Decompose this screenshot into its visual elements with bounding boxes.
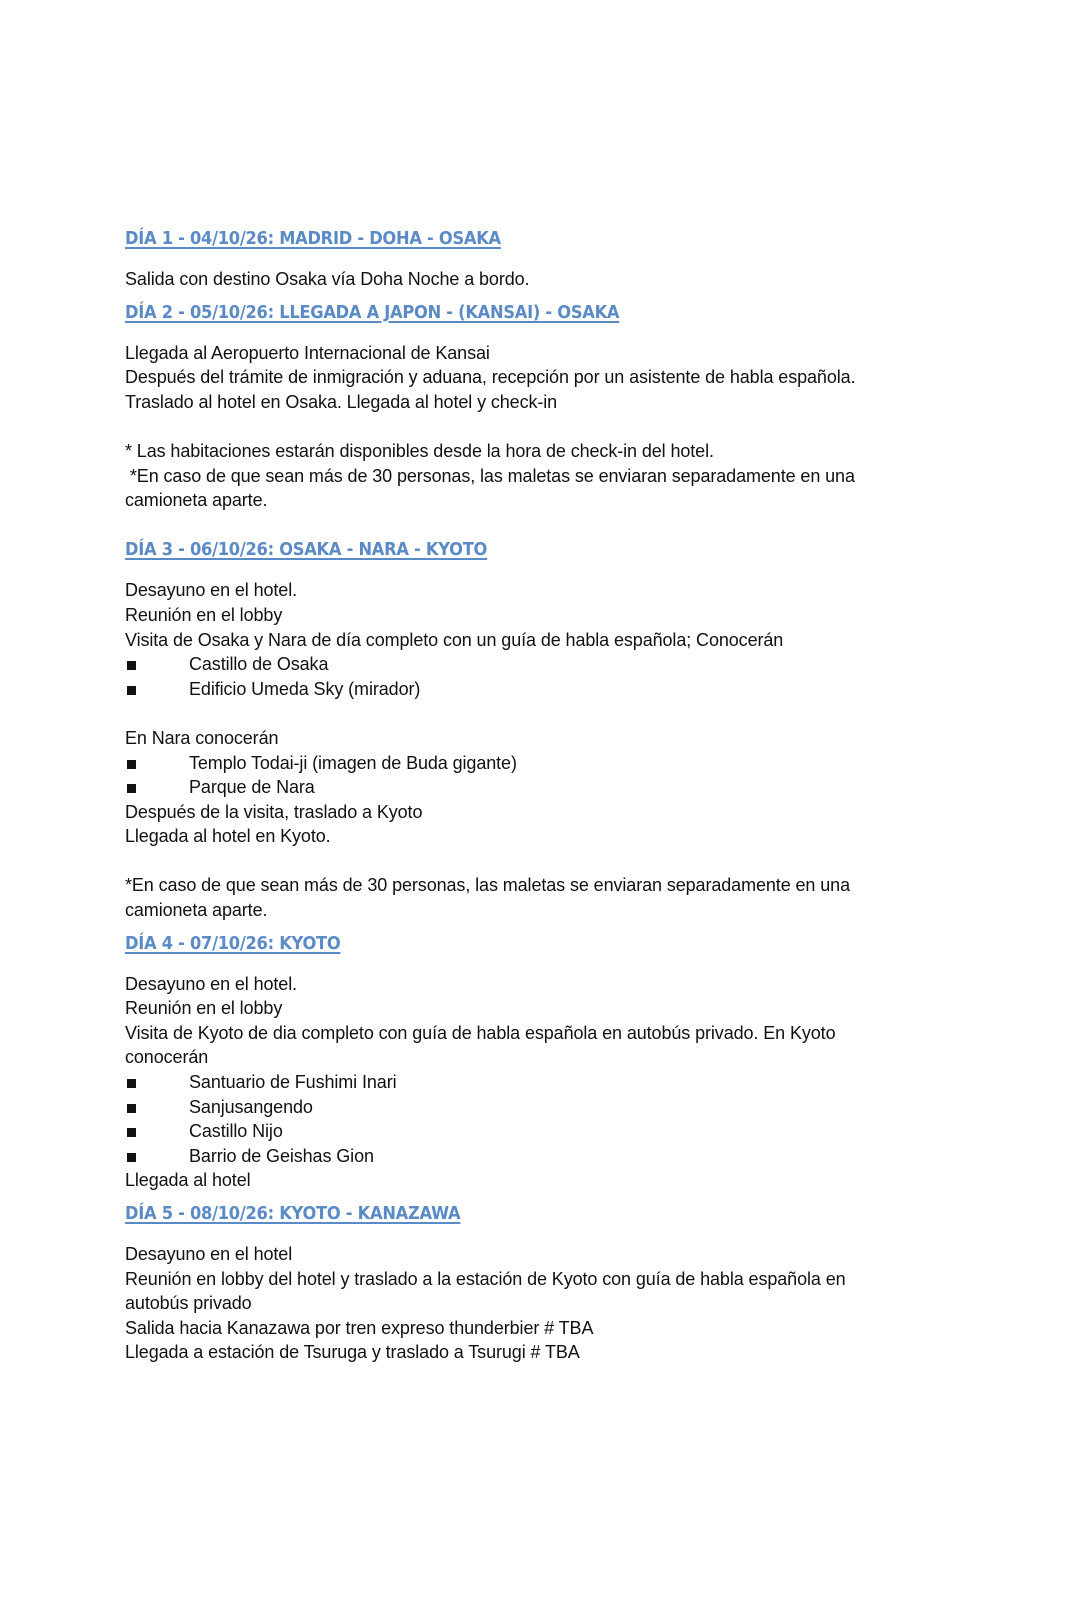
day-4-line: Desayuno en el hotel.: [125, 973, 298, 994]
day-3-line: Llegada al hotel en Kyoto.: [125, 826, 331, 847]
day-3-note: camioneta aparte.: [125, 900, 268, 921]
list-item: [125, 775, 945, 800]
day-5-line: Salida hacia Kanazawa por tren expreso thunderbier # TBA: [125, 1317, 594, 1338]
square-bullet-icon: [125, 1070, 189, 1095]
square-bullet-icon: [125, 677, 189, 702]
list-item: [125, 1095, 945, 1120]
day-3-line: Desayuno en el hotel.: [125, 580, 298, 601]
day-2-heading: DÍA 2 - 05/10/26: LLEGADA A JAPON - (KANSAI) - OSAKA: [125, 302, 620, 323]
day-5-line: Llegada a estación de Tsuruga y traslado a Tsurugi # TBA: [125, 1342, 580, 1363]
square-bullet-icon: [125, 1144, 189, 1169]
day-4-heading: DÍA 4 - 07/10/26: KYOTO: [125, 933, 341, 954]
list-item-label: Barrio de Geishas Gion: [189, 1145, 374, 1166]
day-5-line: Desayuno en el hotel: [125, 1244, 293, 1264]
day-5-heading: DÍA 5 - 08/10/26: KYOTO - KANAZAWA: [125, 1204, 461, 1224]
list-item-label: Santuario de Fushimi Inari: [189, 1072, 397, 1093]
list-item: [125, 1144, 945, 1169]
day-2-note: *En caso de que sean más de 30 personas, las maletas se enviaran separadamente en una: [125, 465, 855, 486]
square-bullet-icon: [125, 1119, 189, 1144]
square-bullet-icon: [125, 751, 189, 776]
day-1-heading: DÍA 1 - 04/10/26: MADRID - DOHA - OSAKA: [125, 229, 501, 249]
square-bullet-icon: [125, 1095, 189, 1120]
day-3-line: Visita de Osaka y Nara de día completo con un guía de habla española; Conocerán: [125, 629, 784, 650]
list-item: [125, 751, 945, 776]
day-3-note: *En caso de que sean más de 30 personas, las maletas se enviaran separadamente en una: [125, 875, 850, 896]
square-bullet-icon: [125, 652, 189, 677]
day-4-line: Visita de Kyoto de dia completo con guía de habla española en autobús privado. En Kyoto: [125, 1022, 836, 1043]
list-item-label: Parque de Nara: [189, 777, 315, 798]
day-3-heading: DÍA 3 - 06/10/26: OSAKA - NARA - KYOTO: [125, 540, 488, 561]
day-5-line: Reunión en lobby del hotel y traslado a la estación de Kyoto con guía de habla española en: [125, 1268, 846, 1289]
day-2-note: * Las habitaciones estarán disponibles desde la hora de check-in del hotel.: [125, 440, 714, 461]
day-4-line: Llegada al hotel: [125, 1170, 251, 1191]
list-item: [125, 677, 945, 702]
list-item: [125, 1070, 945, 1095]
list-item-label: Castillo de Osaka: [189, 654, 329, 675]
square-bullet-icon: [125, 775, 189, 800]
list-item-label: Edificio Umeda Sky (mirador): [189, 678, 421, 699]
itinerary-document: [125, 226, 945, 1365]
list-item-label: Templo Todai-ji (imagen de Buda gigante): [189, 752, 517, 773]
day-4-line: Reunión en el lobby: [125, 998, 283, 1019]
day-3-line: Reunión en el lobby: [125, 604, 283, 625]
day-4-line: conocerán: [125, 1047, 209, 1068]
day-2-line: Después del trámite de inmigración y aduana, recepción por un asistente de habla española.: [125, 367, 856, 388]
day-1-line: Salida con destino Osaka vía Doha Noche a bordo.: [125, 269, 530, 289]
day-2-line: Traslado al hotel en Osaka. Llegada al hotel y check-in: [125, 391, 558, 412]
nara-intro: En Nara conocerán: [125, 727, 279, 748]
list-item: [125, 1119, 945, 1144]
day-3-line: Después de la visita, traslado a Kyoto: [125, 801, 423, 822]
list-item-label: Castillo Nijo: [189, 1121, 283, 1142]
day-2-line: Llegada al Aeropuerto Internacional de Kansai: [125, 342, 490, 363]
list-item: [125, 652, 945, 677]
day-5-line: autobús privado: [125, 1293, 252, 1314]
list-item-label: Sanjusangendo: [189, 1096, 313, 1117]
day-2-note: camioneta aparte.: [125, 490, 268, 511]
